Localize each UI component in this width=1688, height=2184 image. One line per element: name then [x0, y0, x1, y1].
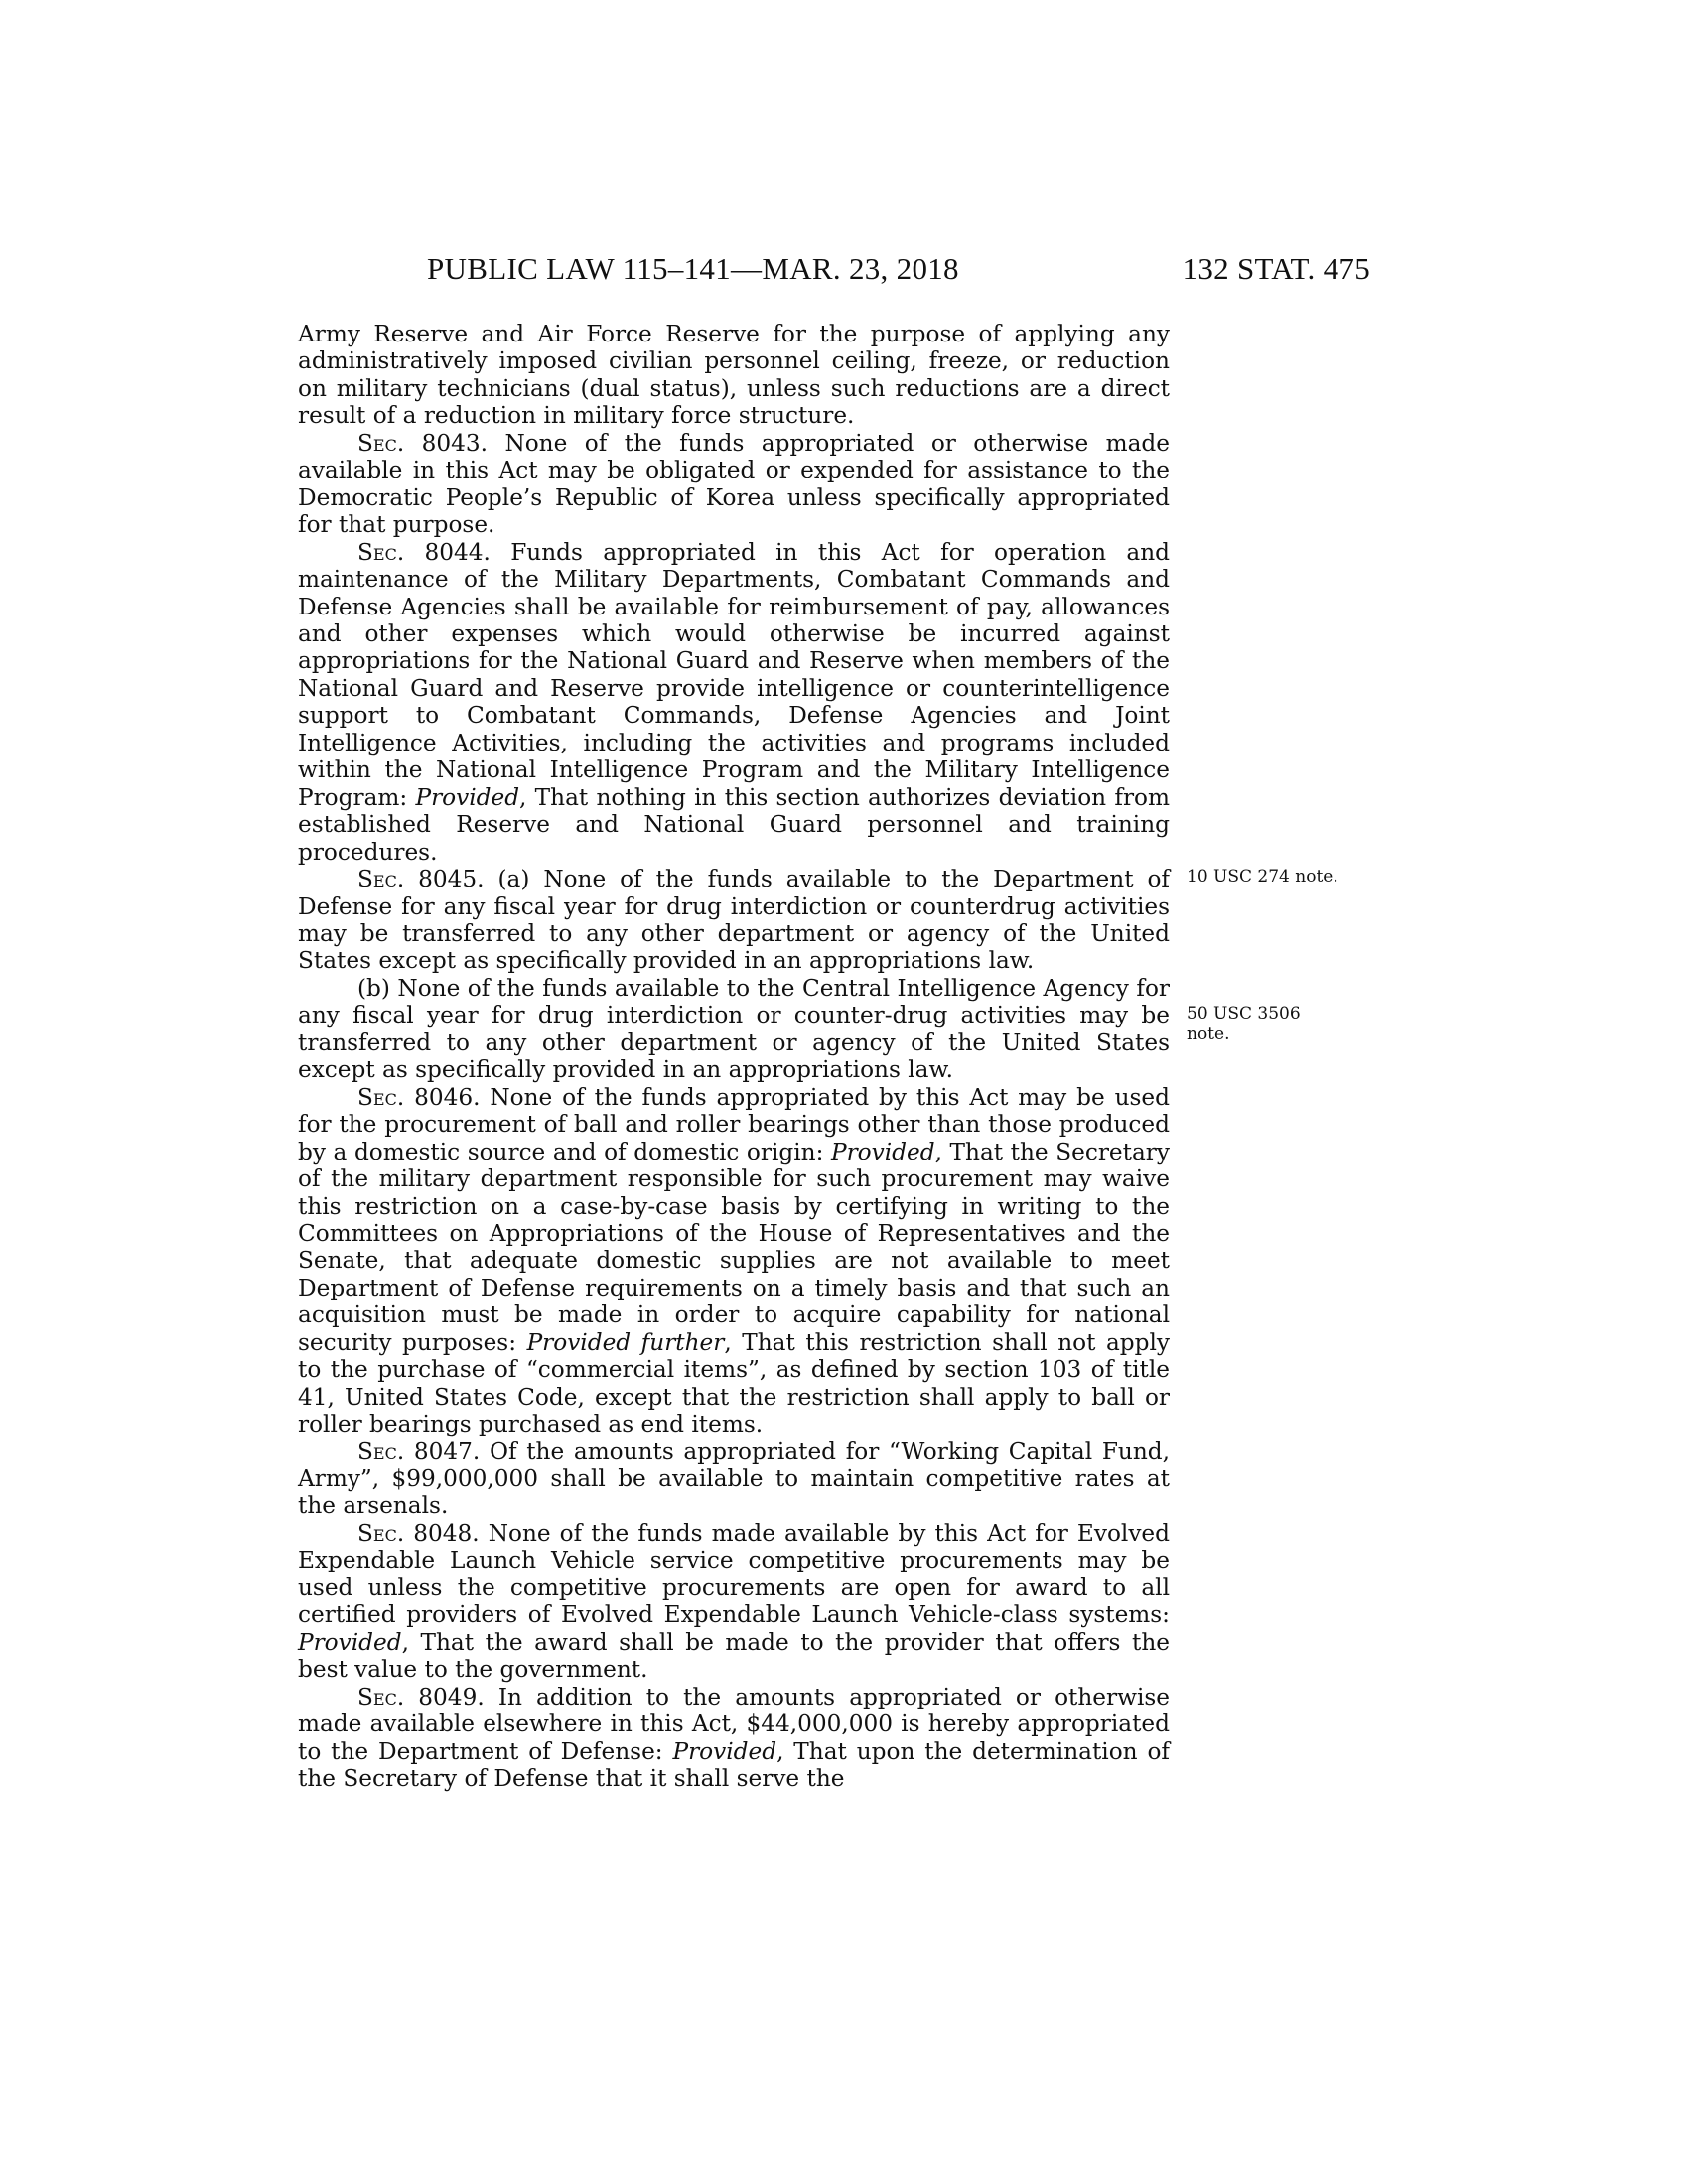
proviso-italic: Provided — [831, 1138, 935, 1165]
section-8049 — [298, 1684, 1170, 1793]
section-text: In addition to the amounts appropriated or otherwise made available elsewhere in this Act, $44,000,000 is hereby appropriated to the Department of Defense: — [298, 1683, 1170, 1765]
section-label: Sec — [357, 1083, 397, 1111]
section-label: Sec — [357, 1683, 397, 1710]
section-text: , That upon the determination of the Secretary of Defense that it shall serve the — [298, 1737, 1170, 1793]
margin-note-usc-274 — [1187, 867, 1385, 887]
section-text: , That this restriction shall not apply to the purchase of “commercial items”, as defined by section 103 of title 41, United States Code, except that the restriction shall apply to ball or roller bearings purchased as end items. — [298, 1328, 1170, 1438]
section-text: Funds appropriated in this Act for operation and maintenance of the Military Departments, Combatant Commands and Defense Agencies shall be available for reimbursement of pay, allowances and other expenses which would otherwise be incurred against appropriations for the National Guard and Reserve when members of the National Guard and Reserve provide intelligence or counterintelligence support to Combatant Commands, Defense Agencies and Joint Intelligence Activities, including the activities and programs included within the National Intelligence Program and the Military Intelligence Program: — [298, 538, 1170, 811]
page-header-title: PUBLIC LAW 115–141—MAR. 23, 2018 — [427, 251, 959, 286]
section-8045-b — [298, 975, 1170, 1084]
section-number: . 8045. — [396, 866, 498, 893]
paragraph-continuation — [298, 321, 1170, 430]
section-number: . 8044. — [396, 538, 511, 566]
section-label: Sec — [357, 1437, 397, 1465]
section-number: . 8043. — [396, 429, 505, 457]
section-label: Sec — [357, 538, 397, 566]
section-8048 — [298, 1520, 1170, 1684]
proviso-italic: Provided — [672, 1737, 777, 1765]
section-number: . 8047. — [396, 1437, 490, 1465]
proviso-italic: Provided — [298, 1628, 402, 1656]
section-text: Of the amounts appropriated for “Working Capital Fund, Army”, $99,000,000 shall be available to maintain competitive rates at the arsenals. — [298, 1437, 1170, 1520]
section-label: Sec — [357, 866, 397, 893]
section-text: , That the award shall be made to the provider that offers the best value to the government. — [298, 1628, 1170, 1684]
section-text: , That the Secretary of the military department responsible for such procurement may waive this restriction on a case-by-case basis by certifying in writing to the Committees on Appropriations of the House of Representatives and the Senate, that adequate domestic supplies are not available to meet Department of Defense requirements on a timely basis and that such an acquisition must be made in order to acquire capability for national security purposes: — [298, 1138, 1170, 1356]
statute-body — [298, 321, 1170, 1792]
section-label: Sec — [357, 1519, 397, 1547]
paragraph-text: Army Reserve and Air Force Reserve for the purpose of applying any administratively imposed civilian personnel ceiling, freeze, or reduction on military technicians (dual status), unless such reductions are a direct result of a reduction in military force structure. — [298, 321, 1170, 430]
section-8046 — [298, 1084, 1170, 1438]
section-number: . 8049. — [396, 1683, 498, 1710]
section-text: None of the funds appropriated or otherwise made available in this Act may be obligated or expended for assistance to the Democratic People’s Republic of Korea unless specifically appropriated for that purpose. — [298, 429, 1171, 539]
section-text: , That nothing in this section authorizes deviation from established Reserve and National Guard personnel and training procedures. — [298, 783, 1170, 866]
section-label: Sec — [357, 429, 397, 457]
section-text: None of the funds appropriated by this Act may be used for the procurement of ball and roller bearings other than those produced by a domestic source and of domestic origin: — [298, 1083, 1170, 1165]
margin-note-text: 50 USC 3506 — [1187, 1004, 1301, 1024]
section-text: (b) None of the funds available to the Central Intelligence Agency for any fiscal year for drug interdiction or counter-drug activities may be transferred to any other department or agency of the United States except as specifically provided in an appropriations law. — [298, 974, 1170, 1084]
margin-note-usc-3506 — [1187, 1004, 1385, 1045]
section-8043 — [298, 430, 1170, 539]
section-number: . 8048. — [396, 1519, 489, 1547]
proviso-further-italic: Provided further — [526, 1328, 725, 1356]
margin-note-text: note. — [1187, 1024, 1230, 1044]
section-text: None of the funds made available by this Act for Evolved Expendable Launch Vehicle service competitive procurements may be used unless the competitive procurements are open for award to all certified providers of Evolved Expendable Launch Vehicle-class systems: — [298, 1519, 1170, 1629]
section-text: (a) None of the funds available to the Department of Defense for any fiscal year for drug interdiction or counterdrug activities may be transferred to any other department or agency of the United States except as specifically provided in an appropriations law. — [298, 866, 1170, 975]
section-8045-a — [298, 866, 1170, 975]
proviso-italic: Provided — [415, 783, 520, 811]
running-head — [298, 249, 1370, 289]
page-number: 132 STAT. 475 — [1182, 251, 1370, 286]
margin-note-text: 10 USC 274 note. — [1187, 867, 1338, 887]
section-8047 — [298, 1438, 1170, 1520]
section-number: . 8046. — [396, 1083, 491, 1111]
section-8044 — [298, 539, 1170, 866]
